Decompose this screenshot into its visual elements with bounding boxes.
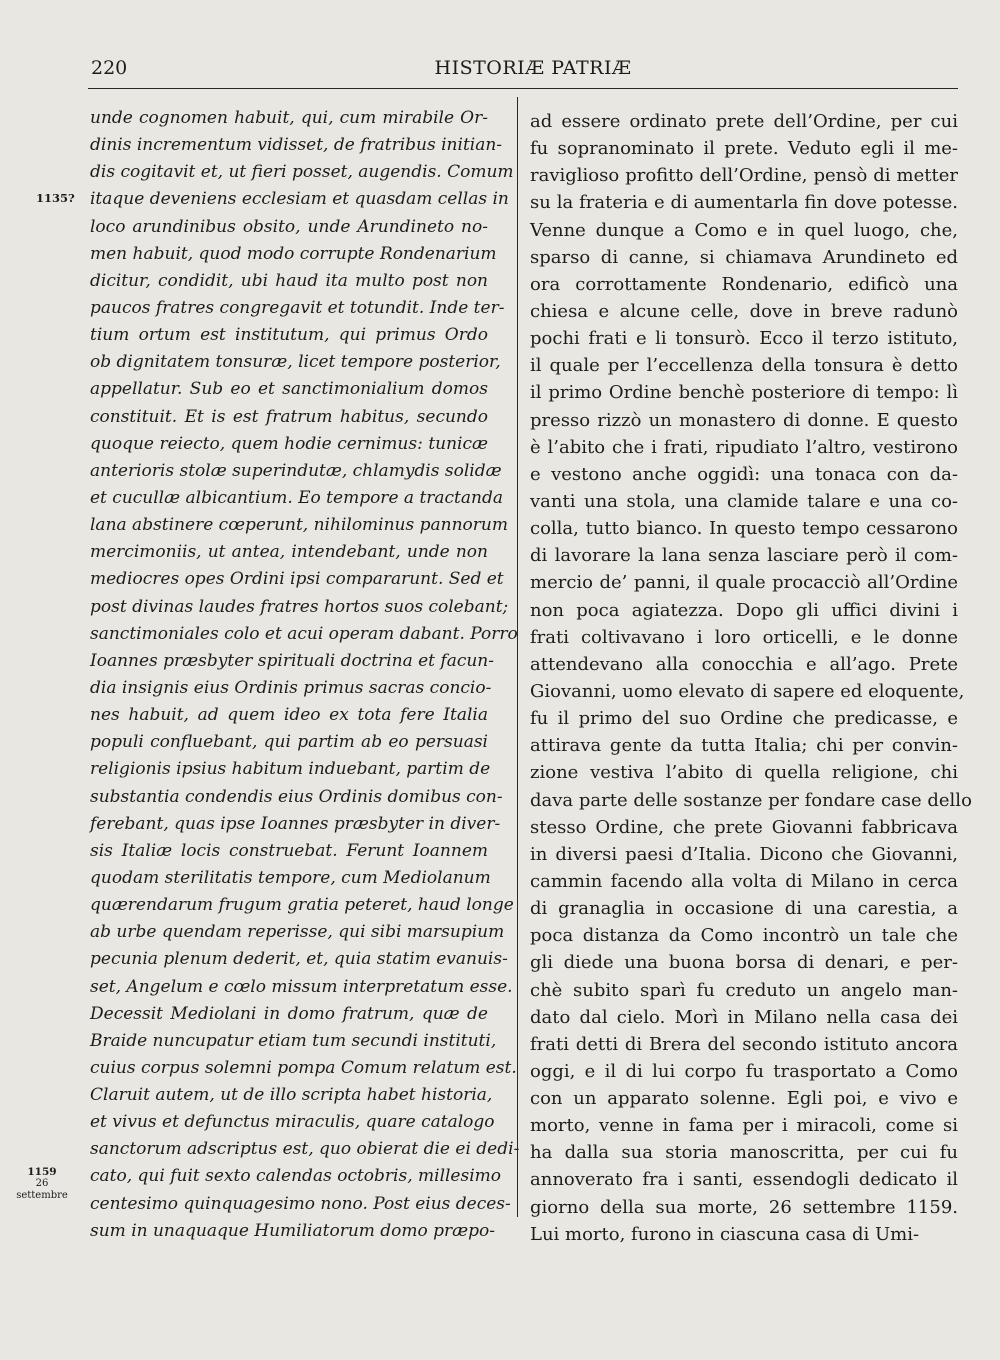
text-line: vanti una stola, una clamide talare e una co-	[530, 490, 958, 512]
text-line: dinis incrementum vidisset, de fratribus initian-	[90, 135, 503, 156]
text-line: mercimoniis, ut antea, intendebant, unde non	[90, 542, 488, 563]
text-line: ferebant, quas ipse Ioannes præsbyter in diver-	[90, 813, 501, 834]
text-line: Claruit autem, ut de illo scripta habet historia,	[90, 1085, 493, 1106]
text-line: gli diede una buona borsa di denari, e per-	[530, 952, 958, 974]
text-line: dia insignis eius Ordinis primus sacras concio-	[90, 677, 492, 698]
text-line: Decessit Mediolani in domo fratrum, quæ de	[90, 1003, 488, 1024]
text-line: fu sopranominato il prete. Veduto egli il me-	[530, 138, 958, 160]
text-line: mercio de’ panni, il quale procacciò all’Ordine	[530, 572, 958, 594]
text-line: sparso di canne, si chiamava Arundineto ed	[530, 246, 958, 268]
text-line: morto, venne in fama per i miracoli, come si	[530, 1115, 958, 1137]
text-line: con un apparato solenne. Egli poi, e vivo e	[530, 1088, 958, 1110]
margin-note-date	[14, 1166, 70, 1202]
text-line: dato dal cielo. Morì in Milano nella casa dei	[530, 1006, 958, 1028]
text-line: unde cognomen habuit, qui, cum mirabile Or-	[90, 108, 488, 128]
text-line: attirava gente da tutta Italia; chi per convin-	[530, 735, 958, 757]
text-line: stesso Ordine, che prete Giovanni fabbricava	[530, 816, 958, 838]
text-line: Braide nuncupatur etiam tum secundi instituti,	[90, 1030, 497, 1051]
page-number: 220	[91, 57, 128, 79]
margin-note-day: 26 settembre	[16, 1178, 68, 1201]
italian-text-column	[530, 108, 972, 1248]
text-line: nes habuit, ad quem ideo ex tota fere Italia	[90, 705, 488, 726]
text-line: et vivus et defunctus miraculis, quare catalogo	[90, 1112, 495, 1133]
text-line: paucos fratres congregavit et totundit. Inde ter-	[90, 297, 505, 318]
text-line: zione vestiva l’abito di quella religione, chi	[530, 762, 958, 784]
text-line: populi confluebant, qui partim ab eo persuasi	[90, 732, 488, 753]
column-divider	[517, 97, 518, 1217]
text-line: pecunia plenum dederit, et, quia statim evanuis-	[90, 949, 508, 970]
text-line: in diversi paesi d’Italia. Dicono che Giovanni,	[530, 843, 958, 865]
text-line: quoque reiecto, quem hodie cernimus: tunicæ	[90, 433, 488, 454]
text-line: ora corrottamente Rondenario, edificò una	[530, 273, 958, 295]
text-line: frati coltivavano i loro orticelli, e le donne	[530, 626, 958, 648]
text-line: men habuit, quod modo corrupte Rondenarium	[90, 243, 497, 264]
text-line: quærendarum frugum gratia peteret, haud longe	[90, 895, 514, 916]
text-line: chè subito sparì fu creduto un angelo man-	[530, 979, 958, 1001]
text-line: ad essere ordinato prete dell’Ordine, per cui	[530, 111, 958, 132]
text-line: di lavorare la lana senza lasciare però il com-	[530, 545, 958, 567]
text-line: tium ortum est institutum, qui primus Ordo	[90, 325, 488, 346]
text-line: anterioris stolæ superindutæ, chlamydis solidæ	[90, 460, 502, 481]
text-line: substantia condendis eius Ordinis domibus con-	[90, 786, 503, 807]
text-line: sanctimoniales colo et acui operam dabant. Porro	[90, 623, 518, 644]
text-line: attendevano alla conocchia e all’ago. Prete	[530, 653, 958, 675]
text-line: mediocres opes Ordini ipsi compararunt. Sed et	[90, 569, 504, 590]
text-line: lana abstinere cœperunt, nihilominus pannorum	[90, 515, 508, 536]
page-header	[88, 54, 958, 84]
text-line: colla, tutto bianco. In questo tempo cessarono	[530, 518, 958, 540]
text-line: su la frateria e di aumentarla fin dove potesse.	[530, 192, 958, 214]
text-line: il primo Ordine benchè posteriore di tempo: lì	[530, 382, 958, 404]
text-line: annoverato fra i santi, essendogli dedicato il	[530, 1169, 958, 1191]
text-line: ob dignitatem tonsuræ, licet tempore posterior,	[90, 352, 501, 373]
text-line: Lui morto, furono in ciascuna casa di Umi-	[530, 1223, 920, 1245]
margin-note-year: 1135?	[36, 191, 75, 205]
text-line: è l’abito che i frati, ripudiato l’altro, vestirono	[530, 436, 958, 458]
text-line: centesimo quinquagesimo nono. Post eius deces-	[90, 1193, 511, 1214]
text-line: Ioannes præsbyter spirituali doctrina et facun-	[90, 650, 494, 671]
text-line: dis cogitavit et, ut fieri posset, augendis. Comum	[90, 162, 514, 183]
text-line: cammin facendo alla volta di Milano in cerca	[530, 870, 958, 892]
text-line: sanctorum adscriptus est, quo obierat die ei dedi-	[90, 1139, 520, 1160]
text-line: raviglioso profitto dell’Ordine, pensò di metter	[530, 165, 958, 187]
text-line: e vestono anche oggidì: una tonaca con da-	[530, 463, 958, 485]
text-line: dicitur, condidit, ubi haud ita multo post non	[90, 270, 488, 291]
text-line: sis Italiæ locis construebat. Ferunt Ioannem	[90, 840, 488, 861]
text-line: giorno della sua morte, 26 settembre 1159.	[530, 1196, 958, 1218]
text-line: appellatur. Sub eo et sanctimonialium domos	[90, 379, 488, 400]
text-line: sum in unaquaque Humiliatorum domo præpo-	[90, 1220, 496, 1241]
text-line: oggi, e il di lui corpo fu trasportato a Como	[530, 1060, 958, 1082]
text-line: constituit. Et is est fratrum habitus, secundo	[90, 406, 488, 427]
text-line: chiesa e alcune celle, dove in breve radunò	[530, 300, 958, 322]
text-line: pochi frati e li tonsurò. Ecco il terzo istituto,	[530, 328, 958, 350]
text-line: poca distanza da Como incontrò un tale che	[530, 925, 958, 947]
text-line: cuius corpus solemni pompa Comum relatum est.	[90, 1057, 517, 1078]
text-line: Venne dunque a Como e in quel luogo, che,	[530, 219, 958, 241]
text-line: non poca agiatezza. Dopo gli uffici divini i	[530, 599, 958, 621]
text-line: Giovanni, uomo elevato di sapere ed eloquente,	[530, 680, 965, 702]
running-title: HISTORIÆ PATRIÆ	[434, 57, 632, 79]
text-line: ab urbe quendam reperisse, qui sibi marsupium	[90, 922, 505, 943]
text-line: et cucullæ albicantium. Eo tempore a tractanda	[90, 487, 503, 508]
margin-note-year: 1159	[27, 1166, 57, 1178]
text-line: presso rizzò un monastero di donne. E questo	[530, 409, 958, 431]
text-line: di granaglia in occasione di una carestia, a	[530, 898, 958, 920]
text-line: ha dalla sua storia manoscritta, per cui fu	[530, 1142, 958, 1164]
text-line: set, Angelum e cœlo missum interpretatum esse.	[90, 976, 513, 997]
text-line: il quale per l’eccellenza della tonsura è detto	[530, 355, 958, 377]
text-line: post divinas laudes fratres hortos suos colebant;	[90, 596, 509, 617]
text-line: dava parte delle sostanze per fondare case dello	[530, 789, 972, 811]
header-rule	[88, 88, 958, 89]
text-line: loco arundinibus obsito, unde Arundineto no-	[90, 216, 488, 237]
text-line: religionis ipsius habitum induebant, partim de	[90, 759, 491, 780]
text-line: quodam sterilitatis tempore, cum Mediolanum	[90, 867, 491, 888]
text-line: fu il primo del suo Ordine che predicasse, e	[530, 708, 958, 730]
text-line: cato, qui fuit sexto calendas octobris, millesimo	[90, 1166, 502, 1187]
text-line: frati detti di Brera del secondo istituto ancora	[530, 1033, 958, 1055]
text-line: itaque deveniens ecclesiam et quasdam cellas in	[90, 189, 509, 210]
latin-text-column	[90, 105, 520, 1245]
